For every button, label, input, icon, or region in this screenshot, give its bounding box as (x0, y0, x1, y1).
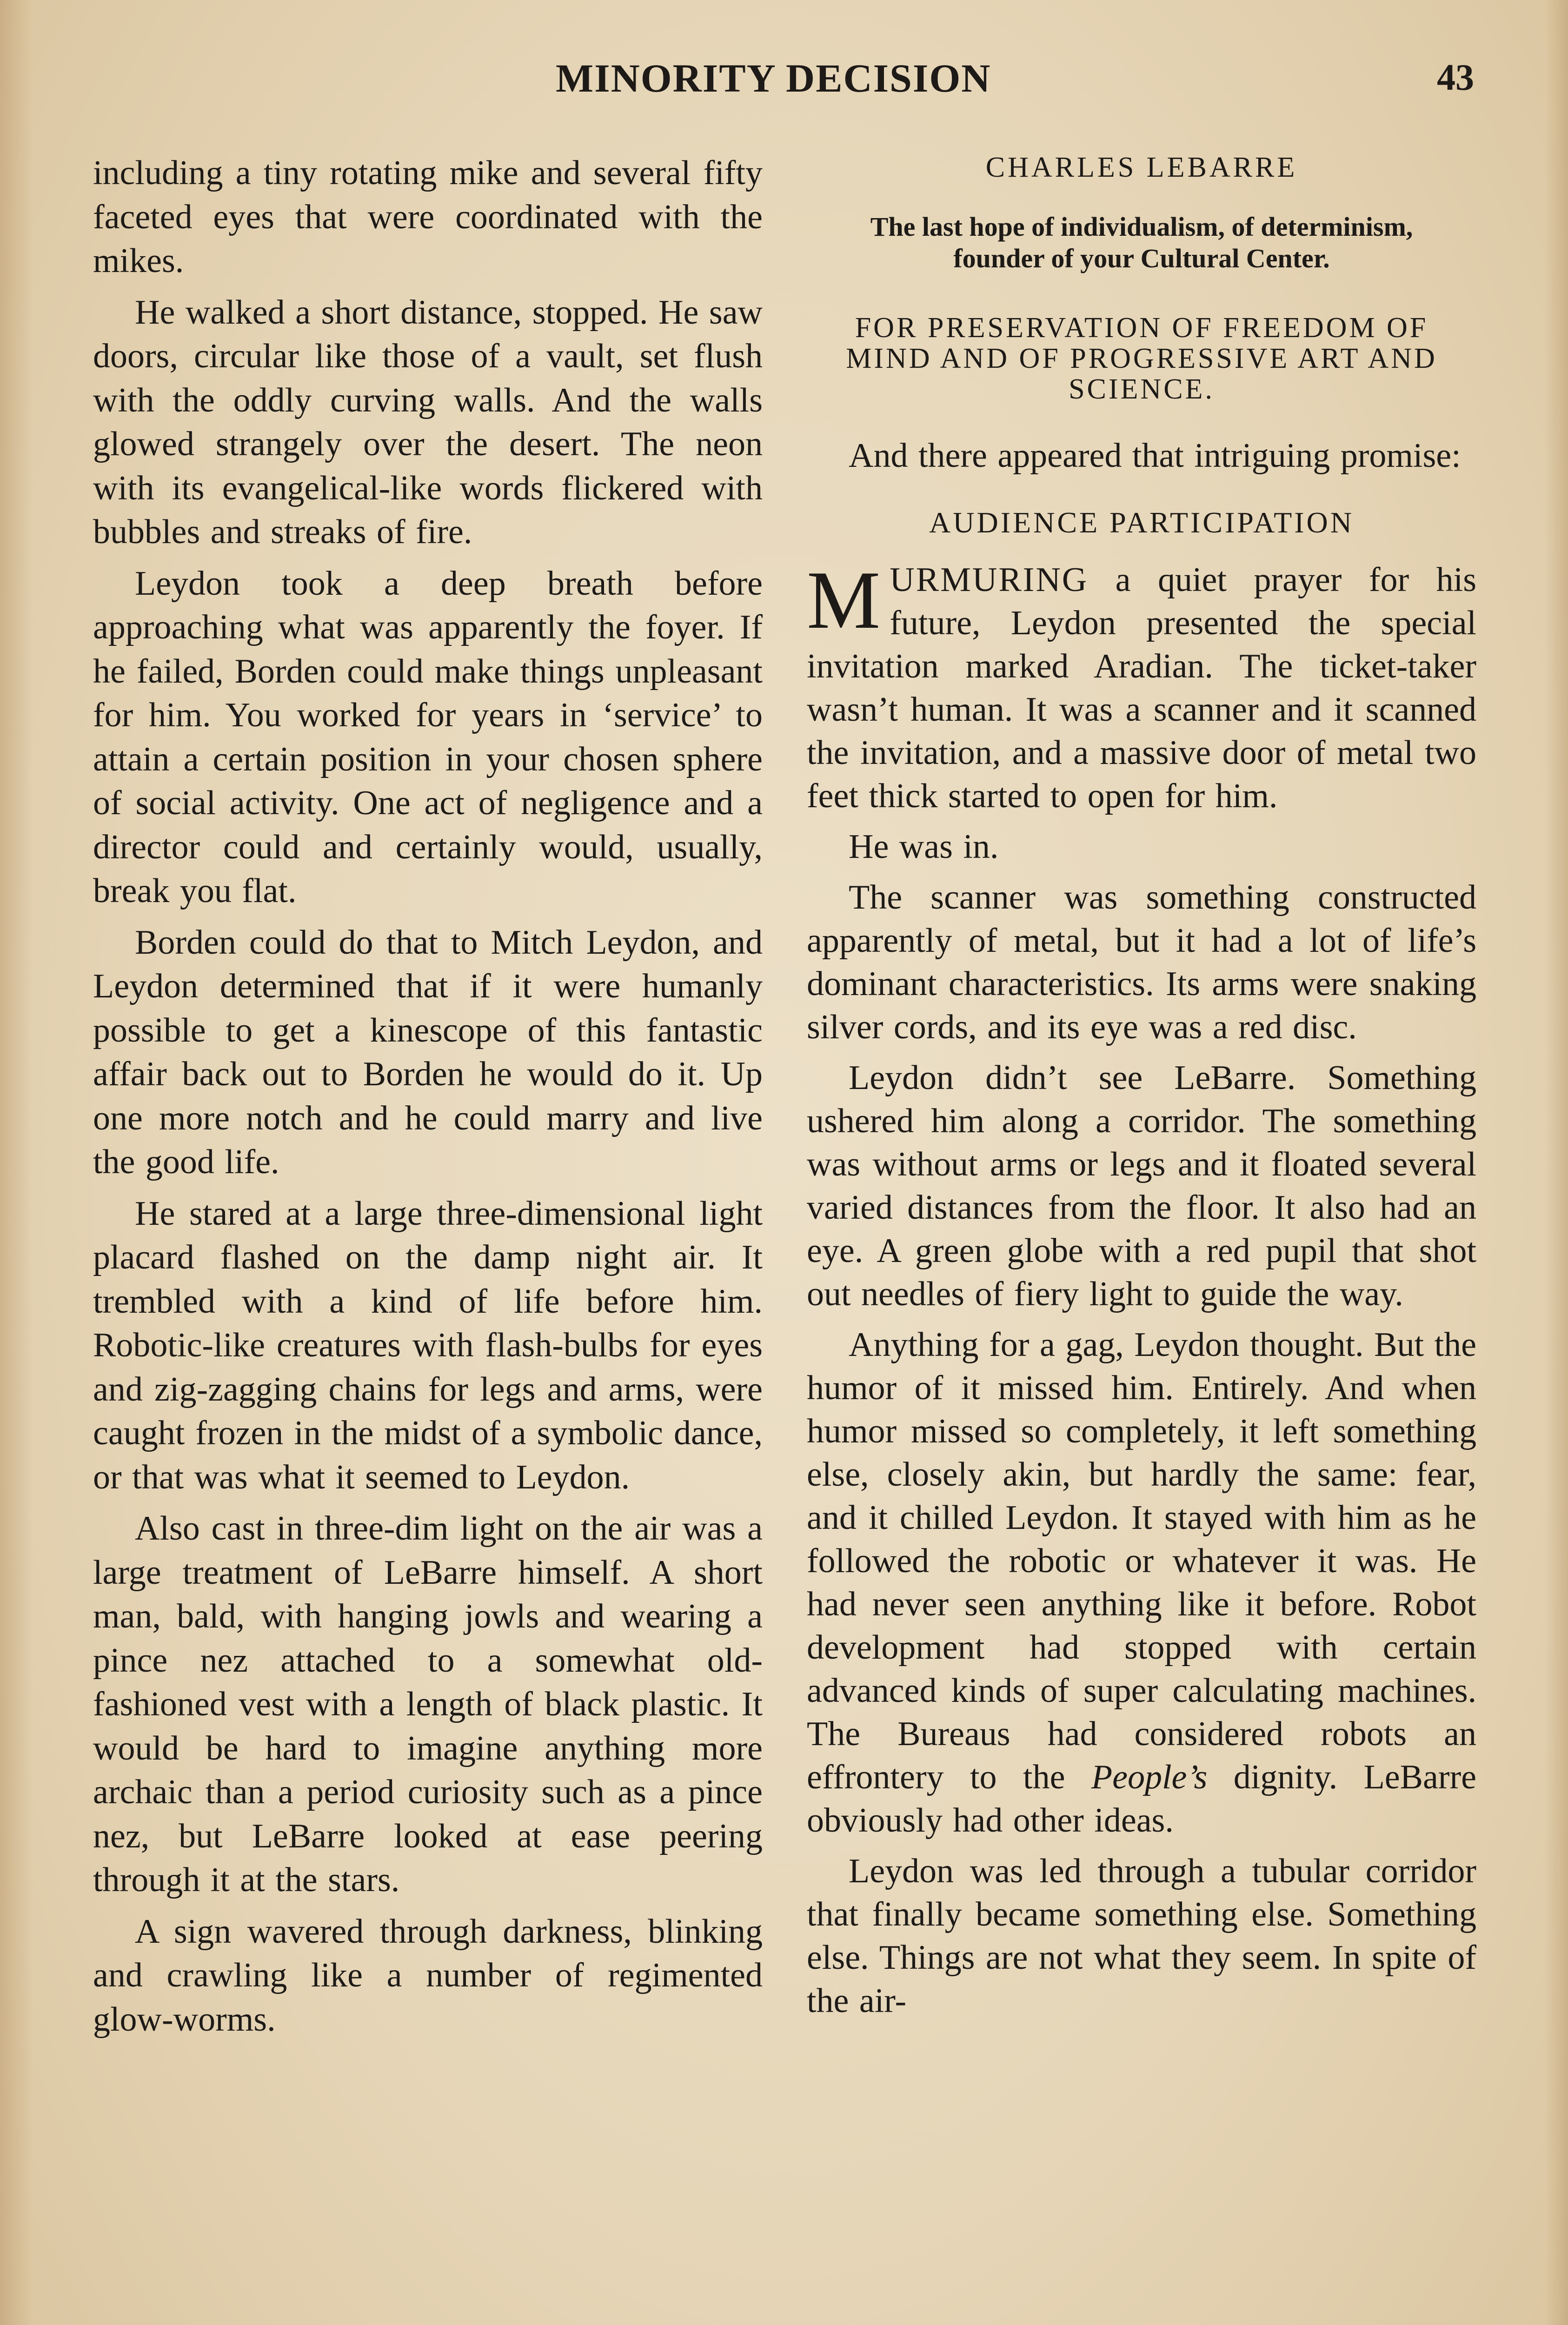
paragraph: Leydon was led through a tubular corridor that finally became something else. Something else. Things are not what they seem. In spite of the air- (807, 1852, 1476, 2020)
paragraph: Leydon took a deep breath before approaching what was apparently the foyer. If he failed, Borden could make things unpleasant for him. You worked for years in ‘service’ to attain a certain position in your chosen sphere of social activity. One act of negligence and a director could and certainly would, usually, break you flat. (93, 564, 763, 910)
paragraph: Borden could do that to Mitch Leydon, and Leydon determined that if it were humanly possible to get a kinescope of this fantastic affair back out to Borden he would do it. Up one more notch and he could marry and live the good life. (93, 923, 763, 1181)
paragraph: And there appeared that intriguing promise: (849, 437, 1461, 475)
paragraph: Also cast in three-dim light on the air was a large treatment of LeBarre himself. A short man, bald, with hanging jowls and wearing a pince nez attached to a somewhat old-fashioned vest with a length of black plastic. It would be hard to imagine anything more archaic than a period curiosity such as a pince nez, but LeBarre looked at ease peering through it at the stars. (93, 1509, 763, 1899)
left-column (93, 151, 763, 2049)
page-edge-shadow-right (1545, 0, 1568, 2325)
sign-credo: FOR PRESERVATION OF FREEDOM OF MIND AND OF PROGRESSIVE ART AND SCIENCE. (846, 312, 1437, 405)
paragraph: A sign wavered through darkness, blinking and crawling like a number of regimented glow-worms. (93, 1912, 763, 2039)
paragraph: including a tiny rotating mike and several fifty faceted eyes that were coordinated with the mikes. (93, 154, 763, 280)
emphasis-text: People’s (1091, 1758, 1208, 1796)
paragraph-text: Anything for a gag, Leydon thought. But the humor of it missed him. Entirely. And when humor missed so completely, it left something else, closely akin, but hardly the same: fear, and it chilled Leydon. It stayed with him as he followed the robotic or whatever it was. He had never seen anything like it before. Robot development had stopped with certain advanced kinds of super calculating machines. The Bureaus had considered robots an effrontery to the (807, 1326, 1476, 1796)
opening-paragraph (807, 554, 1476, 818)
page-edge-shadow-left (0, 0, 33, 2325)
section-subheading: AUDIENCE PARTICIPATION (929, 506, 1354, 539)
paragraph: He walked a short distance, stopped. He saw doors, circular like those of a vault, set flush with the oddly curving walls. And the walls glowed strangely over the desert. The neon with its evangelical-like words flickered with bubbles and streaks of fire. (93, 293, 763, 551)
paragraph: He stared at a large three-dimensional light placard flashed on the damp night air. It trembled with a kind of life before him. Robotic-like creatures with flash-bulbs for eyes and zig-zagging chains for legs and arms, were caught frozen in the midst of a symbolic dance, or that was what it seemed to Leydon. (93, 1194, 763, 1496)
lead-in-caps: URMURING (890, 561, 1089, 599)
sign-dedication: The last hope of individualism, of determinism, founder of your Cultural Center. (870, 212, 1413, 273)
paragraph: He was in. (849, 828, 999, 866)
right-column (807, 151, 1476, 2030)
page-header (0, 55, 1568, 111)
running-title: MINORITY DECISION (556, 56, 991, 100)
paragraph: The scanner was something constructed apparently of metal, but it had a lot of life’s dominant characteristics. Its arms were snaking silver cords, and its eye was a red disc. (807, 878, 1476, 1046)
drop-cap: M (807, 554, 881, 646)
paragraph (807, 1323, 1476, 1842)
page-number: 43 (1437, 57, 1474, 98)
opening-paragraph-text: a quiet prayer for his future, Leydon presented the special invitation marked Aradian. The ticket-taker wasn’t human. It was a scanner and it scanned the invitation, and a massive door of metal two feet thick started to open for him. (807, 561, 1476, 815)
paragraph-text: dignity. LeBarre obviously had other ideas. (807, 1758, 1476, 1840)
sign-name: CHARLES LEBARRE (985, 152, 1298, 183)
paragraph: Leydon didn’t see LeBarre. Something ushered him along a corridor. The something was without arms or legs and it floated several varied distances from the floor. It also had an eye. A green globe with a red pupil that shot out needles of fiery light to guide the way. (807, 1059, 1476, 1313)
